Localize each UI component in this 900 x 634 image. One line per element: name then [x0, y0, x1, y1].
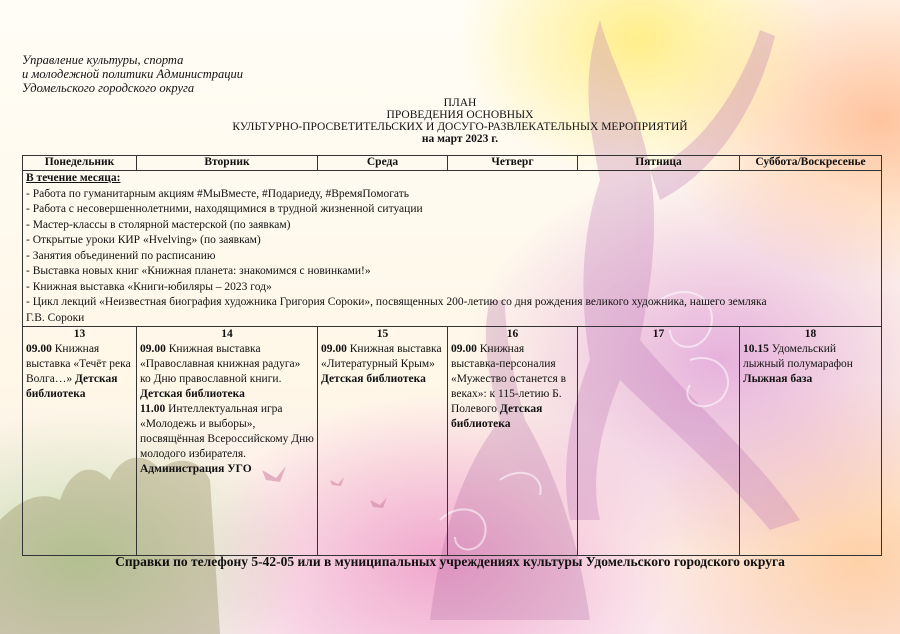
list-item: - Мастер-классы в столярной мастерской (по заявкам): [26, 218, 291, 231]
day-number: 13: [73, 328, 86, 340]
day-cell-16: [448, 327, 578, 556]
day-cell-14: [137, 327, 318, 556]
list-item: - Работа по гуманитарным акциям #МыВместе, #Подариеду, #ВремяПомогать: [26, 187, 410, 200]
event-time: 09.00: [26, 343, 52, 355]
plan-title: [150, 97, 770, 145]
day-number: 18: [804, 328, 817, 340]
day-number: 14: [221, 328, 233, 340]
event-place: Администрация УГО: [140, 463, 252, 475]
org-line: и молодежной политики Администрации: [22, 67, 243, 81]
month-events-cell: [23, 171, 882, 327]
event: [140, 402, 314, 477]
event: [321, 342, 444, 387]
list-item: - Занятия объединений по расписанию: [26, 249, 216, 262]
event: [140, 342, 314, 402]
month-events-heading: В течение месяца:: [26, 172, 121, 184]
list-item: - Цикл лекций «Неизвестная биография художника Григория Сороки», посвященных 200-летию со дня рождения великого художника, нашего земляка: [26, 296, 767, 308]
org-line: Удомельского городского округа: [22, 81, 195, 95]
title-line: ПЛАН: [443, 97, 477, 109]
day-cell-18: [740, 327, 882, 556]
event-place: Детская библиотека: [451, 403, 543, 430]
month-events-row: [23, 171, 882, 327]
event-place: Детская библиотека: [321, 373, 426, 385]
event: [743, 342, 878, 387]
day-number: 16: [506, 328, 519, 340]
day-number: 15: [376, 328, 389, 340]
list-item: - Открытые уроки КИР «Hvelving» (по заявкам): [26, 234, 261, 246]
day-cell-17: [578, 327, 740, 556]
organization-name: [22, 53, 243, 95]
list-item: - Выставка новых книг «Книжная планета: знакомимся с новинками!»: [26, 265, 371, 277]
column-header: Среда: [318, 156, 448, 171]
day-cell-15: [318, 327, 448, 556]
event-text: Книжная выставка «Течёт река Волга…»: [26, 343, 131, 385]
column-header: Пятница: [578, 156, 740, 171]
days-row: [23, 327, 882, 556]
org-line: Управление культуры, спорта: [22, 53, 184, 67]
event-time: 09.00: [451, 343, 477, 355]
event-time: 10.15: [743, 343, 769, 355]
list-item: Г.В. Сороки: [26, 311, 85, 324]
event-text: Книжная выставка «Православная книжная радуга» ко Дню православной книги.: [140, 343, 301, 385]
event-place: Лыжная база: [743, 373, 813, 385]
event: [451, 342, 574, 432]
event-text: Книжная выставка «Литературный Крым»: [321, 343, 442, 370]
event-place: Детская библиотека: [26, 373, 118, 400]
event-time: 09.00: [140, 343, 166, 355]
column-header: Вторник: [137, 156, 318, 171]
event: [26, 342, 133, 402]
day-number: 17: [652, 328, 665, 340]
title-line: ПРОВЕДЕНИЯ ОСНОВНЫХ: [386, 109, 534, 121]
list-item: - Работа с несовершеннолетними, находящимися в трудной жизненной ситуации: [26, 203, 423, 215]
footer-contact: Справки по телефону 5-42-05 или в муниципальных учреждениях культуры Удомельского городского округа: [115, 554, 785, 569]
events-table: [22, 155, 882, 556]
event-text: Книжная выставка-персоналия «Мужество останется в веках»: к 115-летию Б. Полевого: [451, 343, 567, 415]
event-text: Удомельский лыжный полумарафон: [743, 343, 853, 370]
event-time: 09.00: [321, 343, 347, 355]
event-place: Детская библиотека: [140, 388, 245, 400]
event-text: Интеллектуальная игра «Молодежь и выборы», посвящённая Всероссийскому Дню молодого избирателя.: [140, 403, 314, 460]
day-cell-13: [23, 327, 137, 556]
title-line: КУЛЬТУРНО-ПРОСВЕТИТЕЛЬСКИХ И ДОСУГО-РАЗВЛЕКАТЕЛЬНЫХ МЕРОПРИЯТИЙ: [232, 121, 688, 133]
column-header: Суббота/Воскресенье: [740, 156, 882, 171]
column-header: Четверг: [448, 156, 578, 171]
plan-date: на март 2023 г.: [421, 133, 499, 145]
list-item: - Книжная выставка «Книги-юбиляры – 2023 год»: [26, 280, 272, 293]
event-time: 11.00: [140, 403, 166, 415]
column-header: Понедельник: [23, 156, 137, 171]
table-header-row: [23, 156, 882, 171]
